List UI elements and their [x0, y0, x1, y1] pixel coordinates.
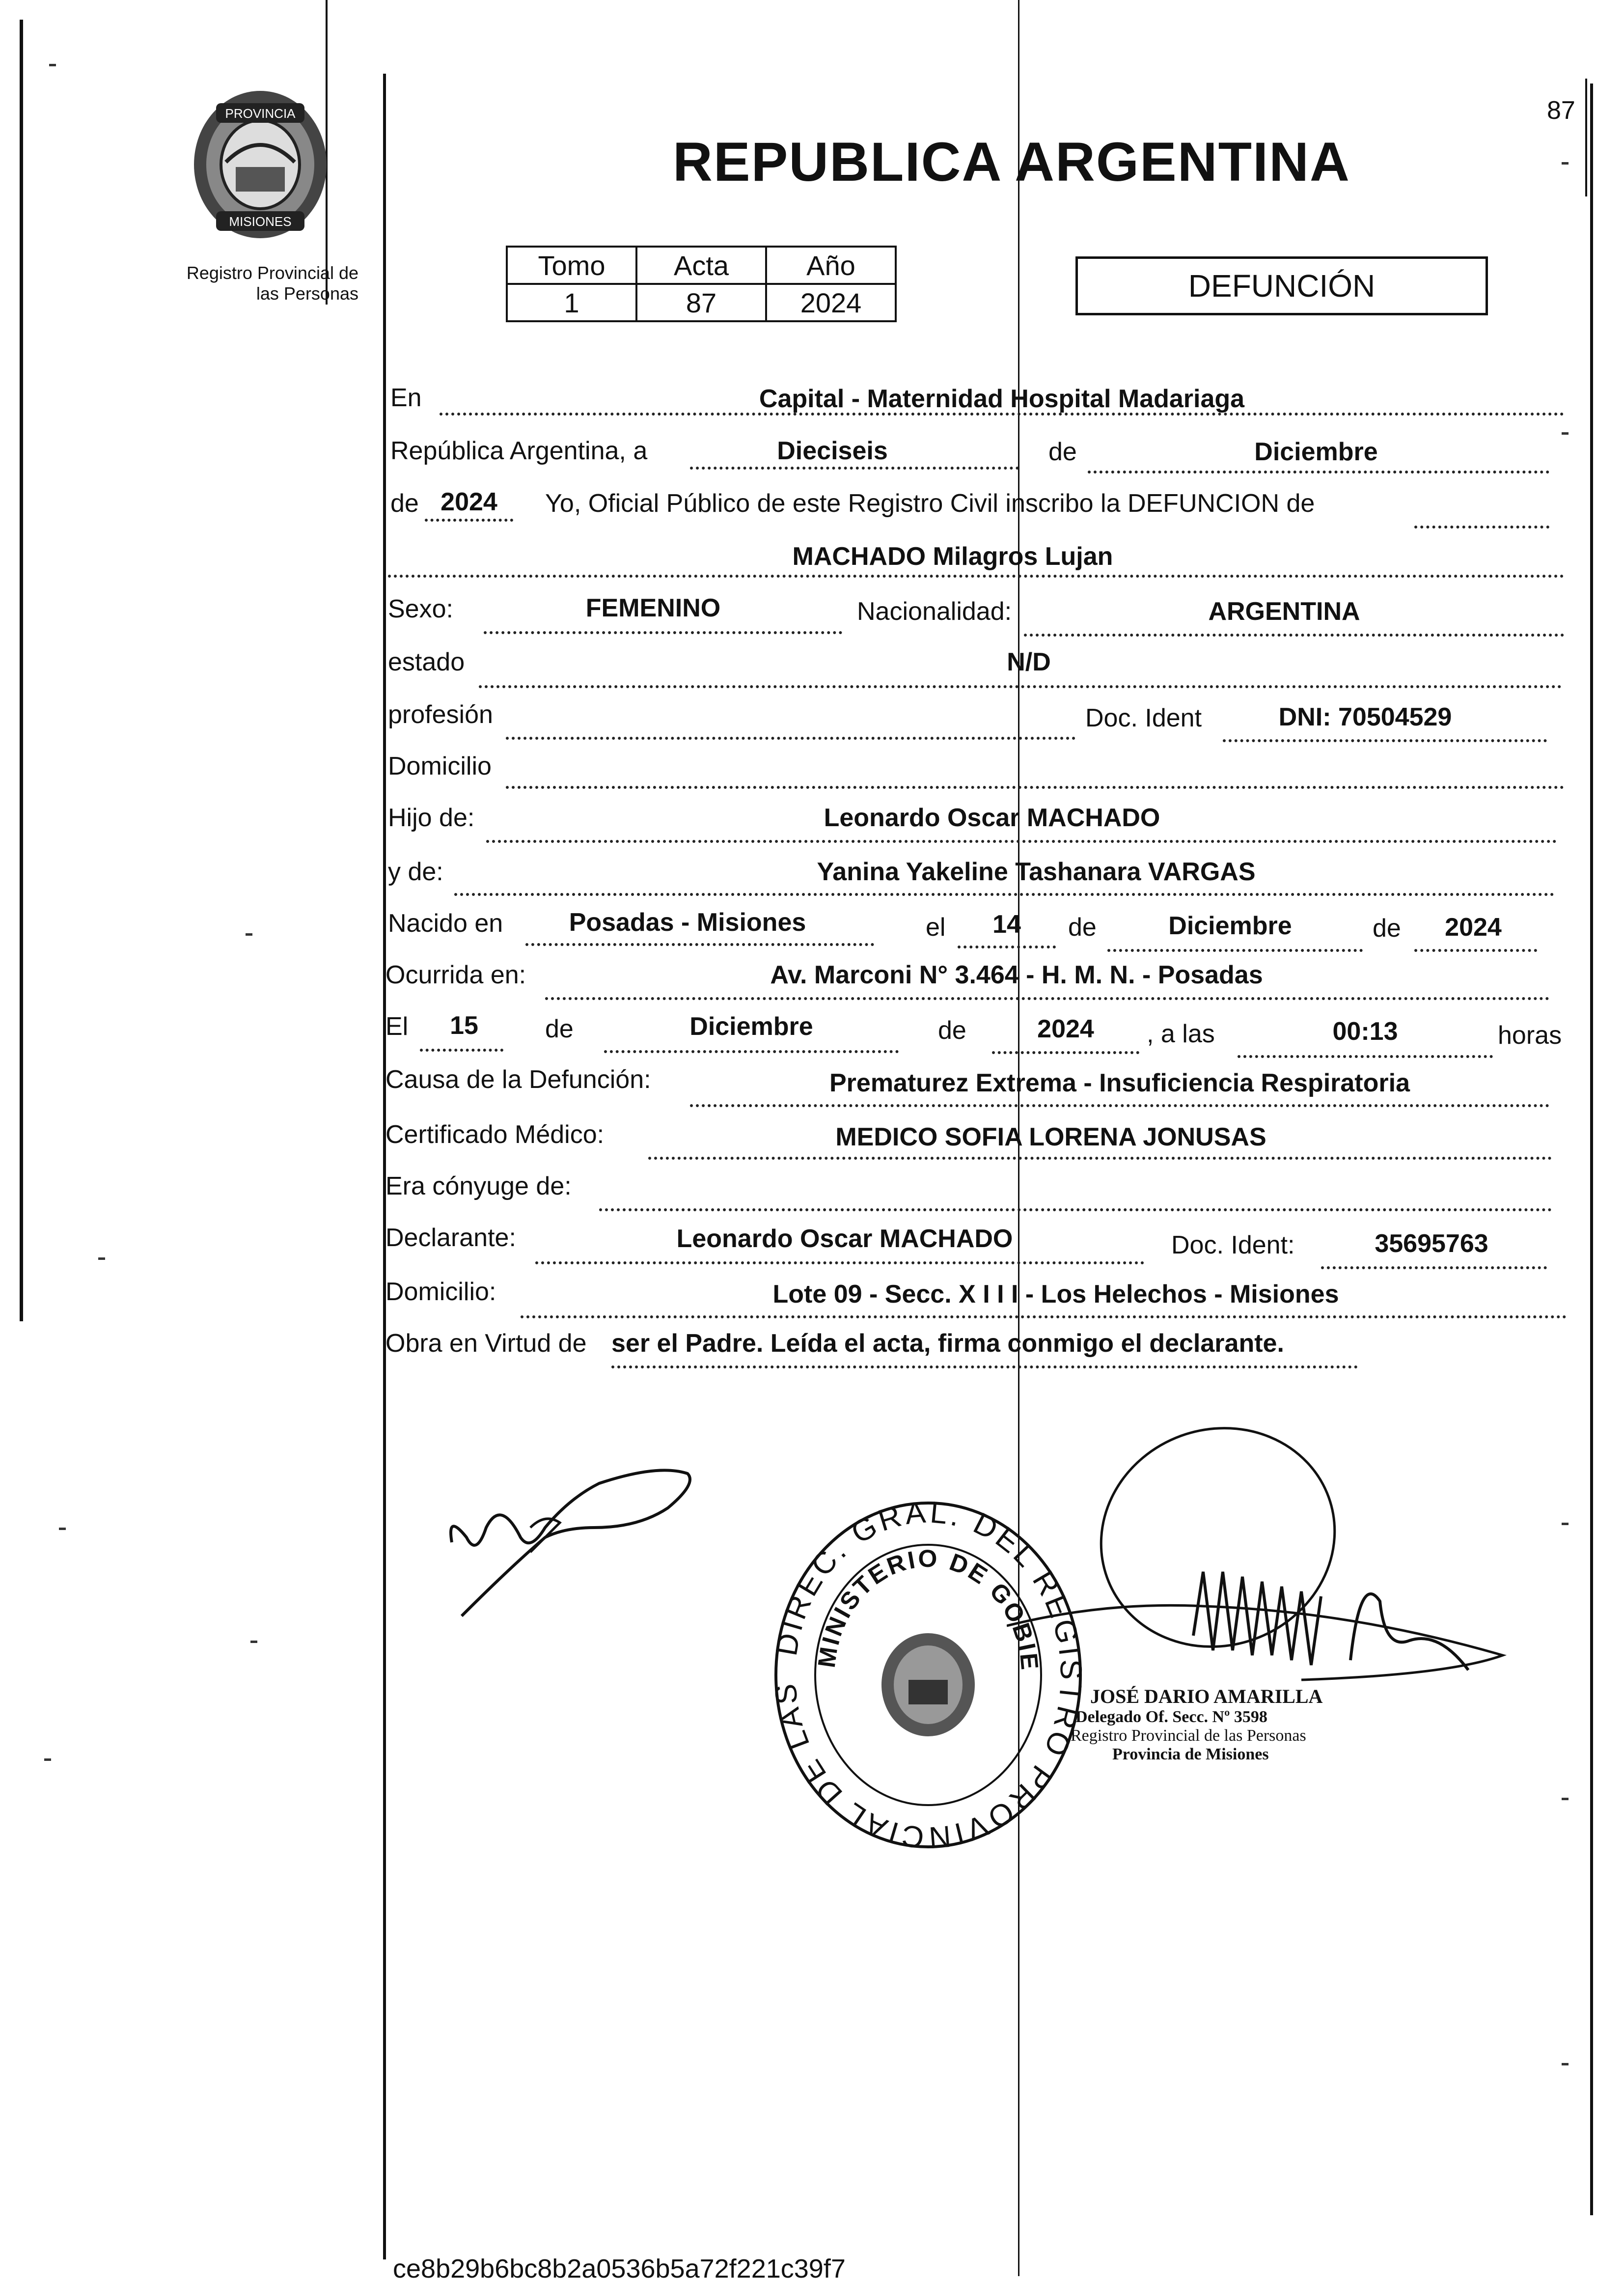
de-label-4: de — [1373, 914, 1401, 943]
yde-dotline — [454, 893, 1554, 896]
declarante-value: Leonardo Oscar MACHADO — [676, 1225, 1013, 1253]
profesion-dotline — [506, 737, 1075, 740]
nacionalidad-label: Nacionalidad: — [857, 597, 1012, 626]
hijo-dotline — [486, 840, 1557, 843]
doc-ident2-label: Doc. Ident: — [1171, 1231, 1295, 1259]
scan-mark — [59, 1528, 66, 1530]
birth-year-dotline — [1414, 949, 1537, 952]
record-type: DEFUNCIÓN — [1188, 268, 1376, 304]
hijo-label: Hijo de: — [388, 804, 475, 832]
nacionalidad-dotline — [1024, 634, 1564, 637]
hijo-value: Leonardo Oscar MACHADO — [824, 804, 1160, 832]
day-words: Dieciseis — [777, 437, 888, 465]
domicilio2-value: Lote 09 - Secc. X I I I - Los Helechos - Misiones — [772, 1280, 1339, 1309]
horas-label: horas — [1498, 1021, 1562, 1050]
domicilio-dotline — [506, 786, 1564, 789]
form-left-border — [383, 74, 386, 2259]
certificado-label: Certificado Médico: — [385, 1120, 605, 1149]
logo-caption-line1: Registro Provincial de — [186, 263, 358, 283]
scan-mark — [1562, 2063, 1569, 2065]
acta-value: 87 — [636, 284, 766, 321]
logo-caption — [162, 263, 358, 304]
estado-label: estado — [388, 648, 465, 676]
death-time: 00:13 — [1332, 1017, 1398, 1046]
causa-dotline — [690, 1104, 1549, 1107]
month: Diciembre — [1254, 438, 1378, 466]
conyuge-dotline — [599, 1208, 1552, 1211]
record-type-box — [1075, 256, 1488, 315]
certificado-dotline — [648, 1157, 1552, 1160]
estado-value: N/D — [1007, 648, 1051, 676]
page-number: 87 — [1547, 96, 1575, 125]
birth-day: 14 — [992, 910, 1021, 939]
death-day-dotline — [420, 1049, 503, 1052]
month-dotline — [1088, 471, 1549, 474]
birth-year: 2024 — [1445, 913, 1502, 942]
de-label-1: de — [1048, 438, 1077, 466]
certificado-value: MEDICO SOFIA LORENA JONUSAS — [835, 1123, 1266, 1151]
scan-mark — [1562, 1523, 1569, 1525]
anio-header: Año — [766, 247, 896, 284]
yde-value: Yanina Yakeline Tashanara VARGAS — [817, 858, 1256, 886]
scan-mark — [98, 1257, 105, 1260]
en-label: En — [390, 384, 422, 412]
death-day: 15 — [450, 1011, 478, 1040]
record-table — [506, 246, 897, 322]
de-label-2: de — [390, 489, 419, 518]
doc-ident-value: DNI: 70504529 — [1278, 703, 1452, 731]
profesion-label: profesión — [388, 700, 493, 729]
death-year: 2024 — [1037, 1015, 1094, 1043]
stamp-office: Registro Provincial de las Personas — [1071, 1727, 1306, 1745]
el-label-2: El — [385, 1012, 409, 1041]
acta-header: Acta — [636, 247, 766, 284]
name-dotline — [388, 575, 1564, 578]
oficial-dotline — [1414, 526, 1549, 529]
birth-month-dotline — [1107, 949, 1363, 952]
sexo-value: FEMENINO — [585, 594, 721, 622]
tomo-header: Tomo — [507, 247, 636, 284]
death-month-dotline — [604, 1050, 899, 1053]
birth-day-dotline — [958, 946, 1056, 948]
scan-mark — [1562, 432, 1569, 435]
scan-mark — [44, 1758, 51, 1761]
day-dotline — [690, 467, 1019, 470]
sexo-dotline — [484, 631, 842, 634]
doc-ident2-dotline — [1321, 1266, 1547, 1269]
logo-text-top: PROVINCIA — [225, 106, 296, 121]
birth-month: Diciembre — [1168, 912, 1292, 940]
declarante-dotline — [535, 1261, 1144, 1264]
obra-label: Obra en Virtud de — [385, 1329, 587, 1358]
alas-label: , a las — [1147, 1020, 1215, 1048]
year-dotline — [425, 519, 513, 522]
scan-mark — [1562, 162, 1569, 165]
conyuge-label: Era cónyuge de: — [385, 1172, 572, 1200]
anio-value: 2024 — [766, 284, 896, 321]
document-hash: ce8b29b6bc8b2a0536b5a72f221c39f7 — [393, 2254, 846, 2284]
page-title: REPUBLICA ARGENTINA — [673, 131, 1350, 193]
official-stamp — [1071, 1685, 1414, 1764]
causa-label: Causa de la Defunción: — [385, 1065, 651, 1094]
seal-outer-text: DIREC. GRAL. DEL REGISTRO PROVINCIAL DE LAS — [771, 1498, 1085, 1852]
stamp-name: JOSÉ DARIO AMARILLA — [1090, 1685, 1323, 1707]
death-year-dotline — [992, 1051, 1139, 1054]
logo-caption-line2: las Personas — [256, 283, 358, 304]
sexo-label: Sexo: — [388, 595, 453, 623]
obra-dotline — [611, 1365, 1358, 1368]
doc-ident2-value: 35695763 — [1375, 1229, 1488, 1258]
record-table-header-row — [507, 247, 896, 284]
republica-label: República Argentina, a — [390, 437, 648, 465]
death-time-dotline — [1238, 1055, 1493, 1058]
obra-value: ser el Padre. Leída el acta, firma conmigo el declarante. — [611, 1329, 1284, 1358]
left-scan-border — [20, 20, 23, 1321]
scan-mark — [250, 1641, 257, 1643]
tomo-value: 1 — [507, 284, 636, 321]
declarante-label: Declarante: — [385, 1224, 516, 1252]
ocurrida-label: Ocurrida en: — [385, 961, 526, 989]
death-month: Diciembre — [689, 1012, 813, 1041]
coat-of-arms-icon — [187, 84, 334, 246]
nacido-dotline — [525, 943, 874, 946]
nacido-value: Posadas - Misiones — [569, 908, 806, 937]
en-value: Capital - Maternidad Hospital Madariaga — [759, 385, 1245, 413]
domicilio2-label: Domicilio: — [385, 1278, 496, 1306]
right-top-line — [1585, 79, 1587, 196]
de-label-3: de — [1068, 913, 1097, 942]
estado-dotline — [479, 685, 1562, 688]
declarant-signature — [432, 1454, 707, 1631]
de-label-5: de — [545, 1015, 574, 1043]
doc-ident-label: Doc. Ident — [1085, 704, 1202, 732]
record-table-value-row — [507, 284, 896, 321]
domicilio2-dotline — [521, 1315, 1567, 1318]
causa-value: Prematurez Extrema - Insuficiencia Respiratoria — [829, 1069, 1410, 1097]
el-label: el — [926, 913, 946, 942]
nacido-label: Nacido en — [388, 909, 503, 938]
ocurrida-dotline — [545, 997, 1549, 1000]
ocurrida-value: Av. Marconi N° 3.464 - H. M. N. - Posadas — [770, 961, 1263, 989]
year: 2024 — [440, 488, 497, 516]
form-right-border — [1590, 84, 1593, 2215]
nacionalidad-value: ARGENTINA — [1208, 597, 1360, 626]
scan-mark — [1562, 1798, 1569, 1800]
stamp-province: Provincia de Misiones — [1112, 1745, 1269, 1763]
scan-mark — [246, 933, 252, 936]
deceased-name: MACHADO Milagros Lujan — [792, 542, 1113, 571]
doc-ident-dotline — [1223, 739, 1547, 742]
de-label-6: de — [938, 1016, 966, 1045]
yde-label: y de: — [388, 858, 443, 886]
domicilio-label: Domicilio — [388, 752, 492, 780]
oficial-text: Yo, Oficial Público de este Registro Civil inscribo la DEFUNCION de — [545, 489, 1315, 518]
scan-mark — [49, 64, 56, 66]
stamp-role: Delegado Of. Secc. Nº 3598 — [1075, 1708, 1267, 1726]
provincial-logo — [187, 84, 334, 246]
logo-text-bottom: MISIONES — [229, 214, 292, 229]
seal-inner-text: MINISTERIO DE GOBIE — [812, 1544, 1044, 1673]
